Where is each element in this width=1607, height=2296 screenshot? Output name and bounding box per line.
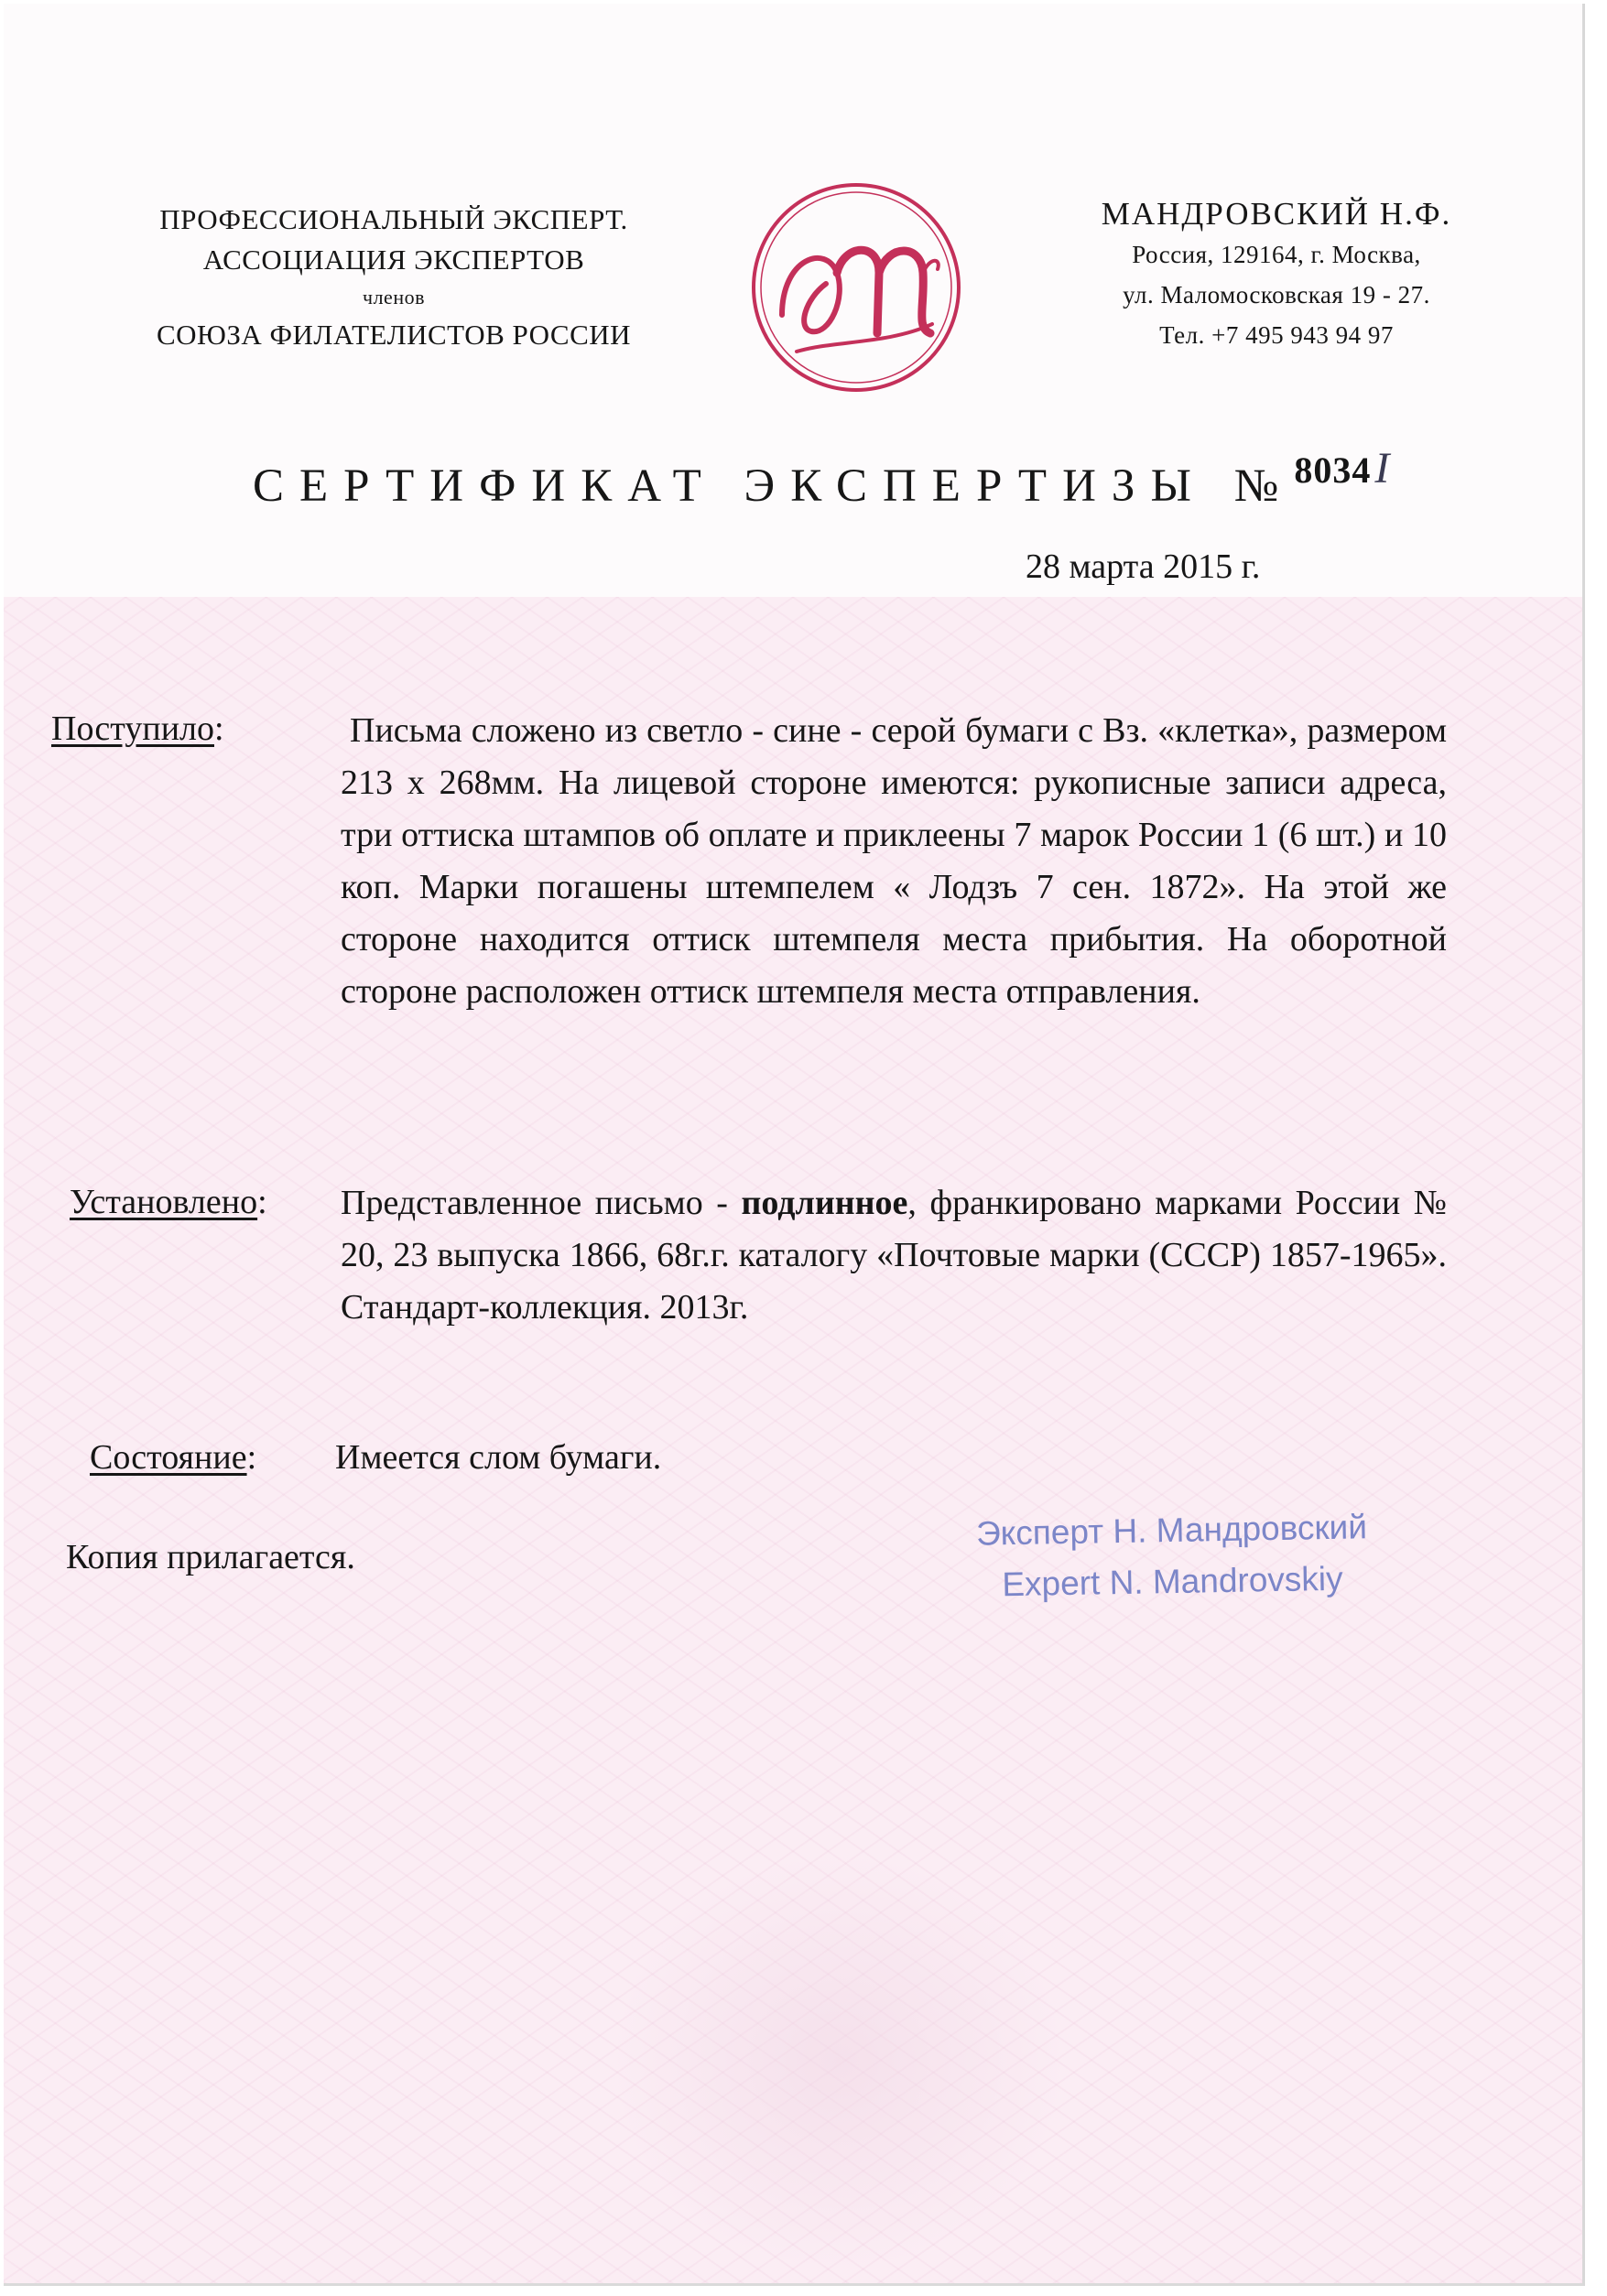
certificate-title [253,444,1443,513]
expert-name: МАНДРОВСКИЙ Н.Ф. [1101,196,1452,232]
copy-note: Копия прилагается. [66,1538,355,1576]
association-line-4: СОЮЗА ФИЛАТЕЛИСТОВ РОССИИ [156,319,632,351]
association-line-1: ПРОФЕССИОНАЛЬНЫЙ ЭКСПЕРТ. [159,203,628,235]
association-line-2: АССОЦИАЦИЯ ЭКСПЕРТОВ [202,244,585,276]
association-line-3: членов [363,286,425,309]
certificate-number-suffix: I [1374,444,1390,493]
embossed-seal [610,1851,1068,2272]
expert-address-country: Россия, 129164, г. Москва, [1132,241,1421,268]
condition-label: Состояние: [90,1438,257,1477]
condition-label-text: Состояние [90,1438,247,1477]
certificate-title-text: СЕРТИФИКАТ ЭКСПЕРТИЗЫ № [253,460,1295,512]
certificate-number: 8034 [1294,449,1372,491]
certificate-date: 28 марта 2015 г. [1026,547,1261,586]
certificate-page [4,4,1585,2286]
established-label: Установлено: [70,1183,267,1221]
expert-stamp-line-ru: Эксперт Н. Мандровский [975,1508,1368,1553]
expert-stamp [933,1500,1411,1611]
received-label: Поступило: [51,709,224,748]
received-label-text: Поступило [51,709,214,748]
expert-address-street: ул. Маломосковская 19 - 27. [1123,281,1430,309]
monogram-m-logo-icon [742,178,971,397]
established-text-after: , франкировано марками России № 20, 23 выпуска 1866, 68г.г. каталогу «Почтовые марки (СССР) 1857-1965». Стандарт-коллекция. 2013г. [341,1184,1447,1327]
expert-stamp-line-en: Expert N. Mandrovskiy [1002,1559,1343,1604]
received-text: Письма сложено из светло - сине - серой бумаги с Вз. «клетка», размером 213 х 268мм. На лицевой стороне имеются: рукописные записи адреса, три оттиска штампов об оплате и приклеены 7 марок России 1 (6 шт.) и 10 коп. Марки погашены штемпелем « Лодзъ 7 сен. 1872». На этой же стороне находится оттиск штемпеля места прибытия. На оборотной стороне расположен оттиск штемпеля места отправления. [341,711,1447,1011]
authenticity-verdict: подлинное [741,1184,908,1222]
condition-text: Имеется слом бумаги. [335,1438,662,1477]
established-label-text: Установлено [70,1183,258,1221]
established-text-before: Представленное письмо - [341,1184,742,1222]
established-text [341,1177,1447,1334]
expert-header [1048,194,1505,355]
expert-phone: Тел. +7 495 943 94 97 [1159,321,1394,349]
association-header [92,200,696,355]
